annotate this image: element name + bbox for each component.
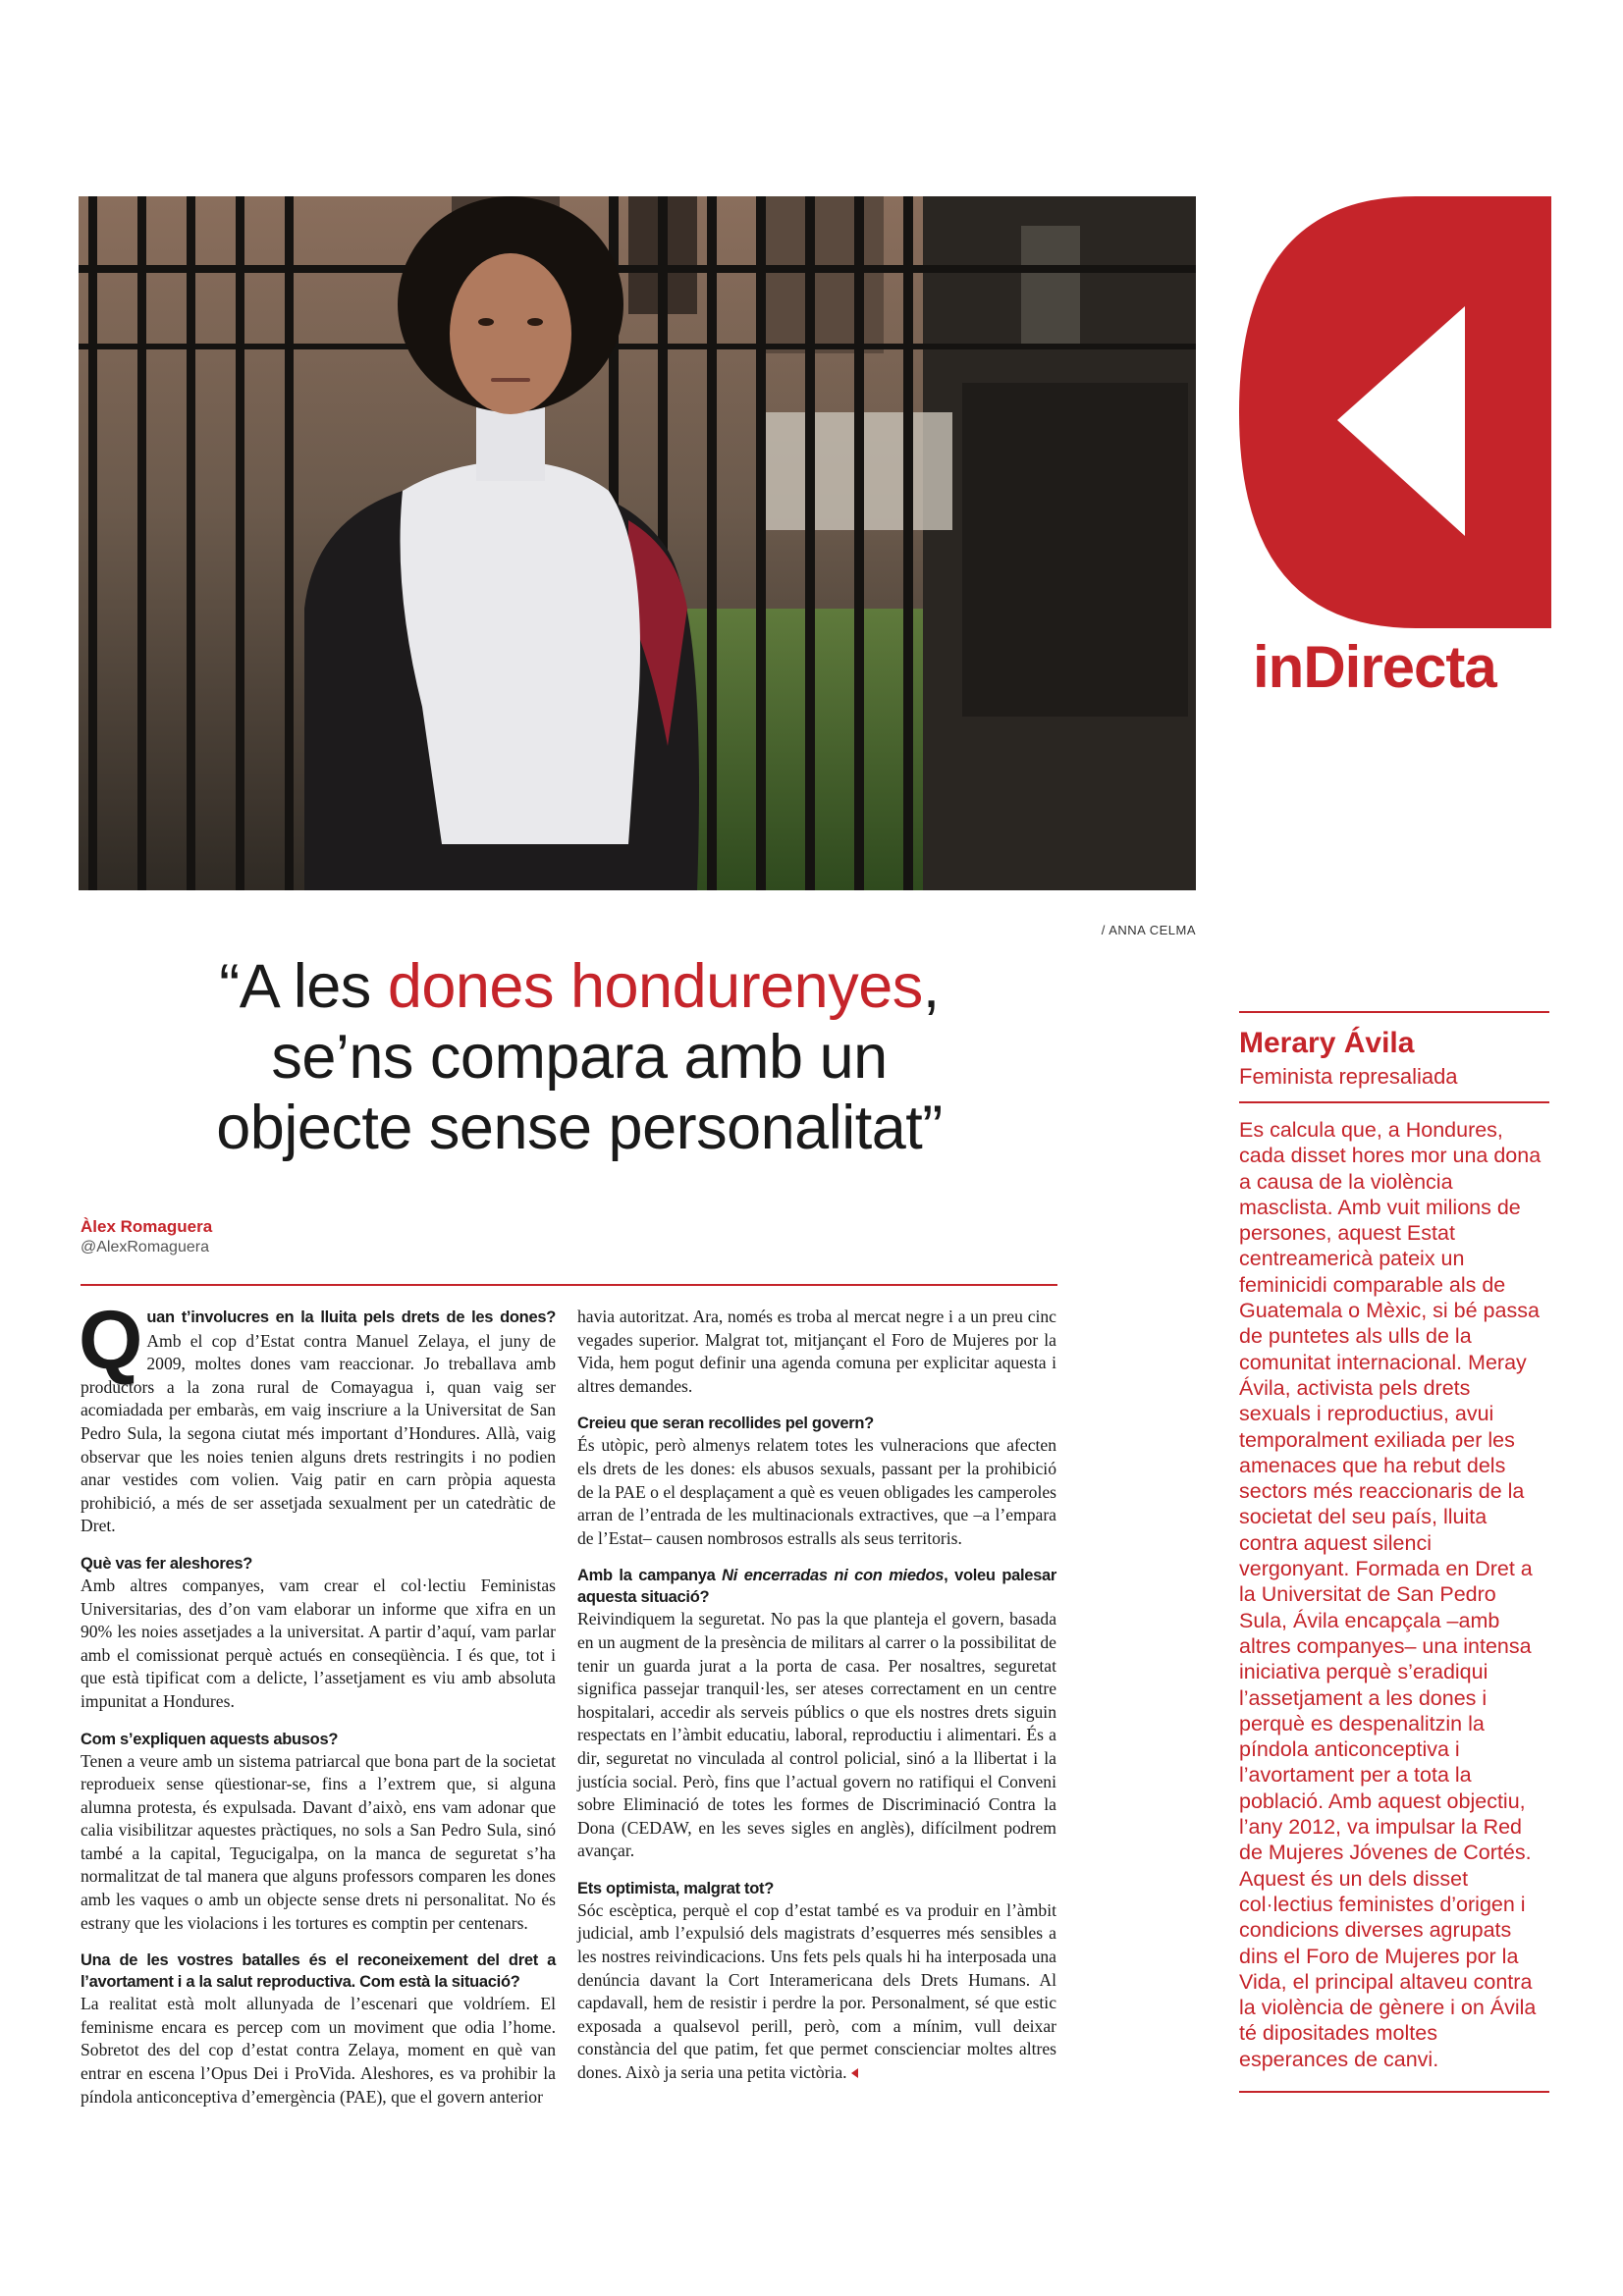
byline-author: Àlex Romaguera bbox=[81, 1217, 213, 1236]
sidebar-top-rule bbox=[1239, 1011, 1549, 1013]
answer-7: Sóc escèptica, perquè el cop d’estat també es va produir en l’àmbit judicial, amb l’expulsió dels magistrats d’esquerres més sensibles a les nostres reivindicacions. Uns fets pels quals hi ha interposada una denúncia davant la Cort Interamericana dels Drets Humans. Al capdavall, hem de resistir i perdre la por. Personalment, sé que estic exposada a qualsevol perill, però, com a mínim, vull deixar constància del que patim, fet que permet conscienciar moltes altres dones. Això ja seria una petita victòria. bbox=[577, 1899, 1056, 2083]
byline-rule bbox=[81, 1284, 1057, 1286]
answer-4-continued: havia autoritzat. Ara, només es troba al mercat negre i a un preu cinc vegades superior. Malgrat tot, mitjançant el Foro de Mujeres por la Vida, hem pogut definir una agenda comuna per explicitar aquesta i altres demandes. bbox=[577, 1307, 1056, 1396]
sidebar-body: Es calcula que, a Hondures, cada disset hores mor una dona a causa de la violència masclista. Amb vuit milions de persones, aquest Estat centreamericà pateix un feminicidi comparable als de Guatemala o Mèxic, si bé passa de puntetes als ulls de la comunitat internacional. Meray Ávila, activista pels drets sexuals i reproductius, avui temporalment exiliada per les amenaces que ha rebut dels sectors més reaccionaris de la societat del seu país, lluita contra aquest silenci vergonyant. Formada en Dret a la Universitat de San Pedro Sula, Ávila encapçala –amb altres companyes– una intensa iniciativa perquè s’eradiqui l’assetjament a les dones i perquè es despenalitzin la píndola anticonceptiva i l’avortament per a tota la població. Amb aquest objectiu, l’any 2012, va impulsar la Red de Mujeres Jóvenes de Cortés. Aquest és un dels disset col·lectius feministes d’origen i condicions diverses agrupats dins el Foro de Mujeres por la Vida, el principal altaveu contra la violència de gènere i on Ávila té dipositades moltes esperances de canvi. bbox=[1239, 1118, 1542, 2071]
photo-credit: / ANNA CELMA bbox=[1101, 923, 1196, 937]
headline bbox=[88, 952, 1070, 1163]
sidebar-bottom-rule bbox=[1239, 2091, 1549, 2093]
question-6-pre: Amb la campanya bbox=[577, 1567, 723, 1585]
headline-highlight: dones hondurenyes bbox=[387, 952, 923, 1021]
question-1: uan t’involucres en la lluita pels drets de les dones? bbox=[146, 1308, 556, 1326]
question-7: Ets optimista, malgrat tot? bbox=[577, 1879, 775, 1897]
answer-1-para bbox=[79, 1294, 556, 1538]
question-2: Què vas fer aleshores? bbox=[81, 1554, 252, 1573]
answer-7-para bbox=[577, 1899, 1056, 2085]
article-column-1 bbox=[79, 1294, 556, 2109]
headline-after: , bbox=[922, 952, 940, 1021]
answer-4: La realitat està molt allunyada de l’escenari que voldríem. El feminisme encara es percep com un moviment que odia l’home. Sobretot des del cop d’estat contra Zelaya, moment en què van entrar en escena l’Opus Dei i ProVida. Aleshores, es va prohibir la píndola anticonceptiva d’emergència (PAE), que el govern anterior bbox=[81, 1994, 556, 2107]
end-mark-icon bbox=[851, 2068, 858, 2078]
brand-logo-icon bbox=[1239, 196, 1551, 628]
sidebar-mid-rule bbox=[1239, 1101, 1549, 1103]
answer-2: Amb altres companyes, vam crear el col·lectiu Feministas Universitarias, des d’on vam elaborar un informe que xifra en un 90% les noies assetjades a la universitat. A partir d’aquí, vam parlar amb el comissionat perquè actués en conseqüència. I és que, tot i que està tipificat com a delicte, l’assetjament es viu amb absoluta impunitat a Hondures. bbox=[81, 1575, 556, 1711]
question-6-campaign: Ni encerradas ni con miedos bbox=[722, 1567, 945, 1585]
headline-line2: se’ns compara amb un bbox=[271, 1022, 888, 1092]
headline-line1 bbox=[88, 952, 1070, 1023]
portrait-photo bbox=[79, 196, 1196, 890]
answer-5: És utòpic, però almenys relatem totes les vulneracions que afecten els drets de les dones: els abusos sexuals, passant per la prohibició de la PAE o el desplaçament a què es veuen obligades les camperoles arran de l’entrada de les multinacionals extractives, que –a l’empara de l’Estat– causen nombrosos estralls als seus territoris. bbox=[577, 1435, 1056, 1548]
answer-6: Reivindiquem la seguretat. No pas la que planteja el govern, basada en un augment de la presència de militars al carrer o la possibilitat de tenir un guarda jurat a la porta de casa. Per nosaltres, seguretat significa passejar tranquil·les, ser ateses correctament en un centre hospitalari, accedir als serveis públics o que els nostres drets siguin respectats en l’àmbit educatiu, laboral, reproductiu i alimentari. És a dir, seguretat no vinculada al control policial, sinó a la llibertat i la justícia social. Però, fins que l’actual govern no ratifiqui el Conveni sobre Eliminació de totes les formes de Discriminació Contra la Dona (CEDAW, en les seves sigles en anglès), difícilment podrem avançar. bbox=[577, 1609, 1056, 1861]
answer-1: Amb el cop d’Estat contra Manuel Zelaya, el juny de 2009, moltes dones vam reaccionar. Jo treballava amb productors a la zona rural de Comayagua i, quan vaig ser acomiadada per embaràs, em vaig inscriure a la Universitat de San Pedro Sula, la segona ciutat més important d’Hondures. Allà, vaig observar que les noies tenien alguns drets restringits i no podien anar vestides com volien. Vaig patir en carn pròpia aquesta prohibició, a més de ser assetjada sexualment per un catedràtic de Dret. bbox=[81, 1330, 556, 1536]
answer-3: Tenen a veure amb un sistema patriarcal que bona part de la societat reprodueix sense qüestionar-se, fins a l’extrem que, si alguna alumna protesta, és expulsada. Davant d’això, ens vam adonar que calia visibilitzar aquestes pràctiques, no sols a San Pedro Sula, sinó també a la capital, Tegucigalpa, on la manca de seguretat s’ha normalitzat de tal manera que alguns professors comparen les dones amb les vaques o amb un objecte sense drets ni personalitat. No és estrany que les violacions i les tortures es comptin per centenars. bbox=[81, 1750, 556, 1933]
headline-line3: objecte sense personalitat” bbox=[216, 1093, 943, 1162]
question-3: Com s’expliquen aquests abusos? bbox=[81, 1730, 339, 1748]
article-column-2 bbox=[577, 1306, 1056, 2085]
headline-before: “A les bbox=[219, 952, 388, 1021]
dropcap: Q bbox=[79, 1294, 143, 1386]
sidebar-name: Merary Ávila bbox=[1239, 1027, 1415, 1059]
question-6 bbox=[577, 1565, 1056, 1608]
brand-name: inDirecta bbox=[1253, 634, 1496, 700]
sidebar-role: Feminista represaliada bbox=[1239, 1064, 1458, 1089]
question-5: Creieu que seran recollides pel govern? bbox=[577, 1415, 874, 1433]
byline-handle: @AlexRomaguera bbox=[81, 1239, 209, 1255]
question-4: Una de les vostres batalles és el reconeixement del dret a l’avortament i a la salut reproductiva. Com està la situació? bbox=[81, 1951, 556, 1992]
photo-illustration bbox=[79, 196, 1196, 890]
question-6-post: , voleu palesar aquesta situació? bbox=[577, 1567, 1057, 1607]
